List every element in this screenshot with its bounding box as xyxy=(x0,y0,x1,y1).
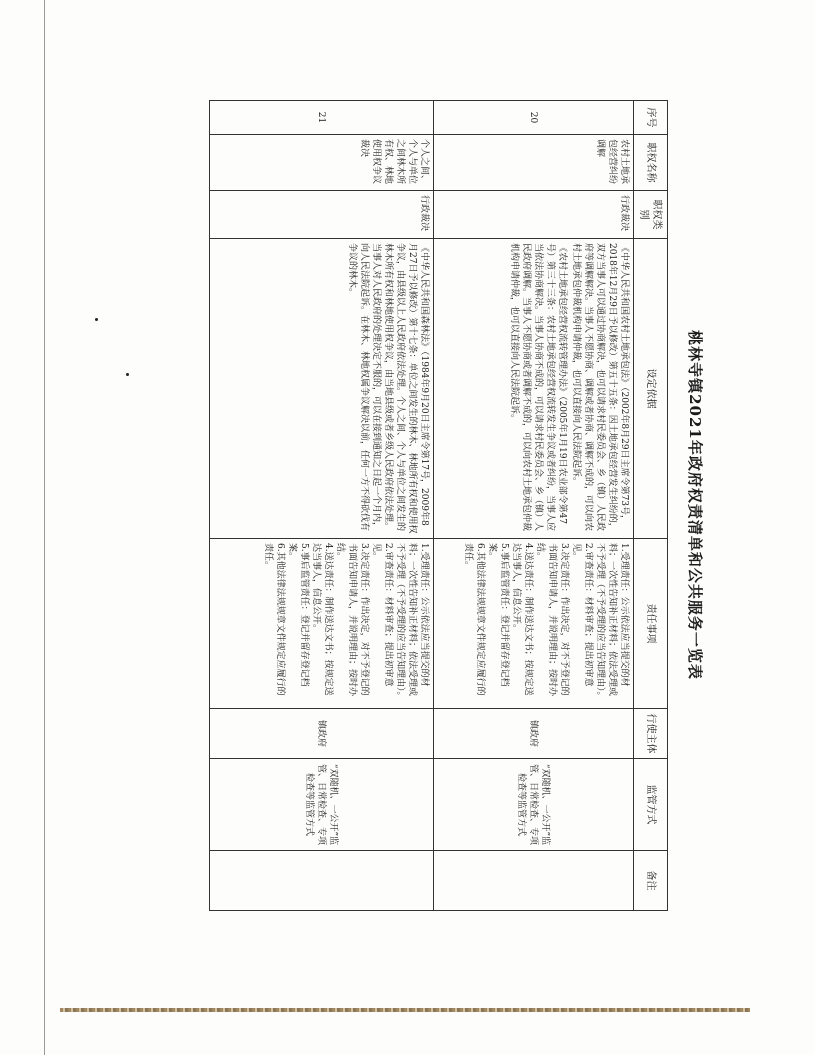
header-responsibility: 责任事项 xyxy=(634,539,668,709)
table-row xyxy=(210,101,434,911)
responsibility-item: 4.送达责任：制作送达文书；按规定送达当事人，信息公开。 xyxy=(511,543,533,696)
cell-supervision: “双随机、一公开”监管、日常检查、专项检查等监管方式 xyxy=(210,759,434,851)
responsibility-item: 2.审查责任：材料审查；提出初审意见。 xyxy=(571,543,593,687)
binding-fold-line xyxy=(44,0,45,1055)
responsibility-item: 3.决定责任：作出决定，对不予登记的书面告知申请人，并说明理由；按时办结。 xyxy=(335,543,369,697)
cell-name: 农村土地承包经营纠纷调解 xyxy=(434,135,634,191)
header-category: 职权类别 xyxy=(634,191,668,239)
cell-basis xyxy=(210,239,434,539)
scan-speck xyxy=(126,373,129,376)
cell-seq: 20 xyxy=(434,101,634,135)
cell-basis xyxy=(434,239,634,539)
responsibility-item: 1.受理责任：公示依法应当提交的材料；一次性告知补正材料；依法受理或不予受理（不予受理的应当告知理由）。 xyxy=(395,543,429,701)
cell-subject: 镇政府 xyxy=(434,709,634,759)
header-supervision: 监管方式 xyxy=(634,759,668,851)
responsibility-item: 6.其他法律法规规章文件规定应履行的责任。 xyxy=(463,543,485,696)
scan-speck xyxy=(95,318,98,321)
responsibility-item: 2.审查责任：材料审查；提出初审意见。 xyxy=(371,543,393,687)
table-header-row xyxy=(634,101,668,911)
header-remarks: 备注 xyxy=(634,851,668,911)
basis-paragraph: 《农村土地承包经营权流转管理办法》（2005年1月19日农业部令第47号）第三十三条：农村土地承包经营权流转发生争议或者纠纷，当事人应当依法协商解决。当事人协商不成的，可以请求村民委员会、乡（镇）人民政府调解。当事人不愿协商或者调解不成的，可以向农村土地承包仲裁机构申请仲裁，也可以直接向人民法院起诉。 xyxy=(509,243,567,532)
cell-name: 个人之间、个人与单位之间林木所有权、林地使用权争议裁决 xyxy=(210,135,434,191)
responsibility-item: 6.其他法律法规规章文件规定应履行的责任。 xyxy=(263,543,285,696)
basis-paragraph: 《中华人民共和国农村土地承包法》（2002年8月29日主席令第73号，2018年12月29日予以修改）第五十五条：因土地承包经营发生纠纷的，双方当事人可以通过协商解决，也可以请求村民委员会、乡（镇）人民政府等调解解决。当事人不愿协商、调解或者协商、调解不成的，可以向农村土地承包仲裁机构申请仲裁，也可以直接向人民法院起诉。 xyxy=(571,243,629,532)
header-name: 职权名称 xyxy=(634,135,668,191)
cell-category: 行政裁决 xyxy=(210,191,434,239)
cell-supervision: “双随机、一公开”监管、日常检查、专项检查等监管方式 xyxy=(434,759,634,851)
responsibility-item: 5.事后监管责任：登记并留存登记档案。 xyxy=(287,543,309,687)
responsibility-item: 4.送达责任：制作送达文书；按规定送达当事人，信息公开。 xyxy=(311,543,333,696)
responsibility-item: 5.事后监管责任：登记并留存登记档案。 xyxy=(487,543,509,687)
header-basis: 设定依据 xyxy=(634,239,668,539)
table-row xyxy=(434,101,634,911)
cell-remarks xyxy=(210,851,434,911)
responsibility-item: 1.受理责任：公示依法应当提交的材料；一次性告知补正材料；依法受理或不予受理（不予受理的应当告知理由）。 xyxy=(595,543,629,701)
cell-responsibility xyxy=(210,539,434,709)
rotated-table-page xyxy=(210,100,710,910)
responsibility-item: 3.决定责任：作出决定，对不予登记的书面告知申请人，并说明理由；按时办结。 xyxy=(535,543,569,697)
basis-paragraph: 《中华人民共和国森林法》（1984年9月20日主席令第17号，2009年8月27日予以修改）第十七条：单位之间发生的林木、林地所有权和使用权争议，由县级以上人民政府依法处理。个人之间、个人与单位之间发生的林木所有权和林地使用权争议，由当地县级或者乡级人民政府依法处理。当事人对人民政府的处理决定不服的，可以在接到通知之日起一个月内，向人民法院起诉。在林木、林地权属争议解决以前，任何一方不得砍伐有争议的林木。 xyxy=(347,243,429,534)
cell-remarks xyxy=(434,851,634,911)
header-subject: 行使主体 xyxy=(634,709,668,759)
document-title: 桃林寺镇2021年政府权责清单和公共服务一览表 xyxy=(686,330,704,680)
cell-seq: 21 xyxy=(210,101,434,135)
header-seq: 序号 xyxy=(634,101,668,135)
cell-category: 行政裁决 xyxy=(434,191,634,239)
cell-responsibility xyxy=(434,539,634,709)
responsibility-table xyxy=(209,100,668,911)
page-bottom-edge xyxy=(60,1008,750,1012)
cell-subject: 镇政府 xyxy=(210,709,434,759)
